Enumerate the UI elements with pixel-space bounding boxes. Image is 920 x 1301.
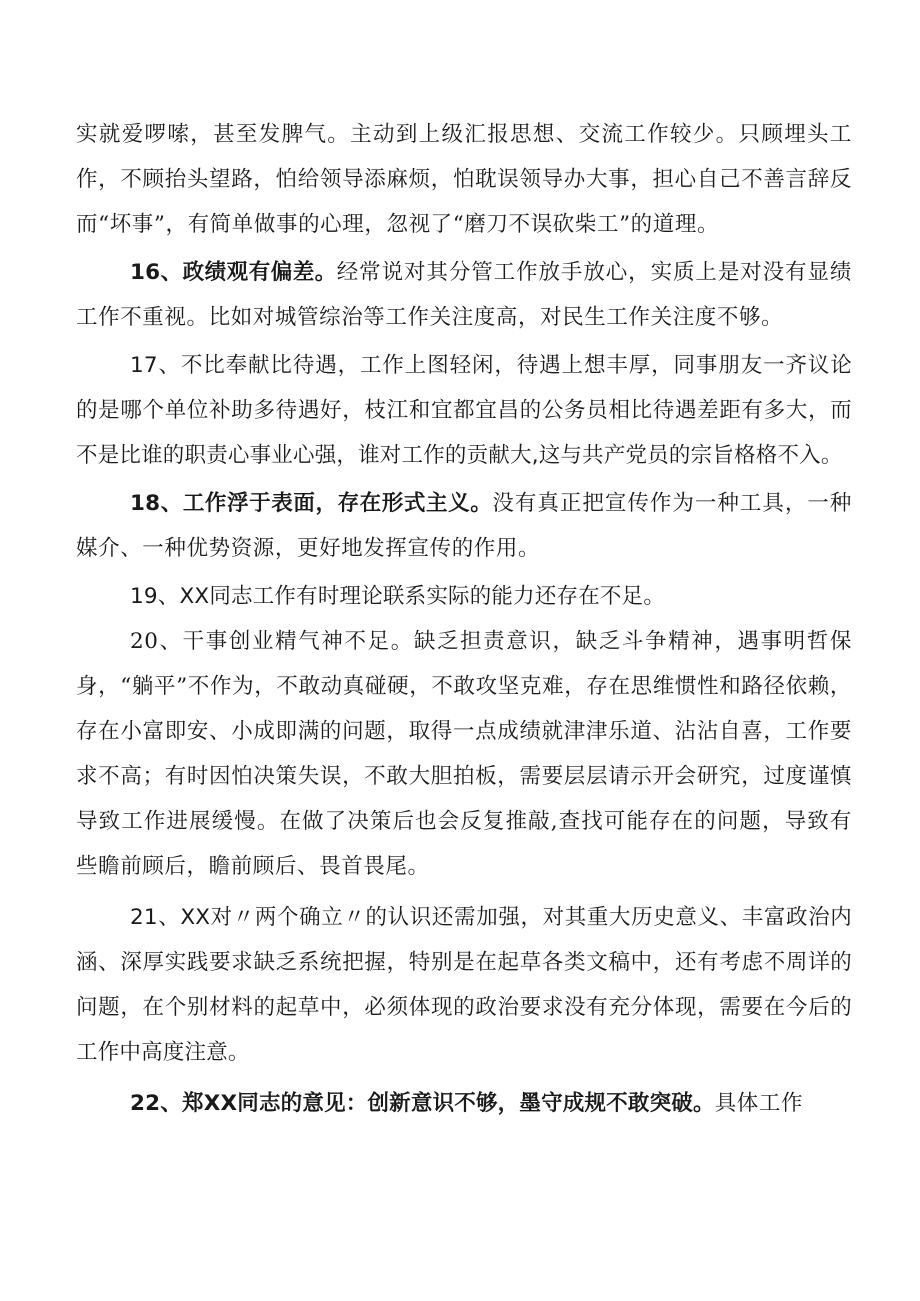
paragraph-18: [76, 481, 852, 571]
paragraph-17: [76, 343, 852, 478]
paragraph-continued: [76, 112, 852, 247]
paragraph-heading: 18、工作浮于表面，存在形式主义。: [130, 491, 493, 516]
paragraph-21: [76, 895, 852, 1075]
paragraph-heading: 22、郑XX同志的意见：创新意识不够，墨守成规不敢突破。: [130, 1091, 715, 1116]
paragraph-text: 实就爱啰嗦，甚至发脾气。主动到上级汇报思想、交流工作较少。只顾埋头工作，不顾抬头望路，怕给领导添麻烦，怕耽误领导办大事，担心自己不善言辞反而“坏事”，有简单做事的心理，忽视了“磨刀不误砍柴工”的道理。: [76, 122, 852, 237]
paragraph-text: 经常说对其分管工作放手放心，实质上是对没有显绩工作不重视。比如对城管综治等工作关注度高，对民生工作关注度不够。: [76, 260, 852, 330]
paragraph-20: [76, 619, 852, 889]
paragraph-19: [76, 574, 852, 619]
paragraph-text: 具体工作: [714, 1091, 804, 1116]
paragraph-text: 21、XX对〃两个确立〃的认识还需加强，对其重大历史意义、丰富政治内涵、深厚实践要求缺乏系统把握，特别是在起草各类文稿中，还有考虑不周详的问题，在个别材料的起草中，必须体现的政治要求没有充分体现，需要在今后的工作中高度注意。: [76, 905, 852, 1065]
paragraph-16: [76, 250, 852, 340]
paragraph-text: 没有真正把宣传作为一种工具，一种媒介、一种优势资源，更好地发挥宣传的作用。: [76, 491, 852, 561]
paragraph-22: [76, 1081, 852, 1126]
paragraph-heading: 16、政绩观有偏差。: [130, 260, 337, 285]
paragraph-text: 19、XX同志工作有时理论联系实际的能力还存在不足。: [130, 584, 666, 609]
paragraph-text: 17、不比奉献比待遇，工作上图轻闲，待遇上想丰厚，同事朋友一齐议论的是哪个单位补助多待遇好，枝江和宜都宜昌的公务员相比待遇差距有多大，而不是比谁的职责心事业心强，谁对工作的贡献大,这与共产党员的宗旨格格不入。: [76, 353, 852, 468]
document-body: [76, 112, 852, 1126]
paragraph-text: 20、干事创业精气神不足。缺乏担责意识，缺乏斗争精神，遇事明哲保身，“躺平”不作为，不敢动真碰硬，不敢攻坚克难，存在思维惯性和路径依赖，存在小富即安、小成即满的问题，取得一点成绩就津津乐道、沾沾自喜，工作要求不高；有时因怕决策失误，不敢大胆拍板，需要层层请示开会研究，过度谨慎导致工作进展缓慢。在做了决策后也会反复推敲,查找可能存在的问题，导致有些瞻前顾后，瞻前顾后、畏首畏尾。: [76, 629, 852, 879]
